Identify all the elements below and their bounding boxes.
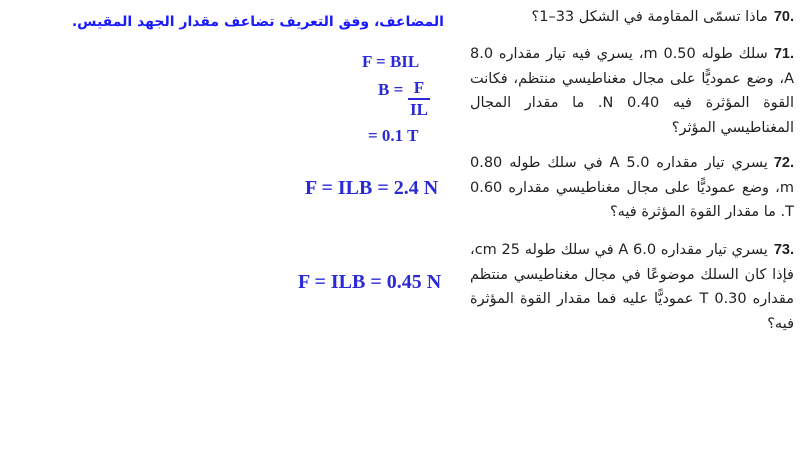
answer-71-result: = 0.1 T <box>368 126 419 145</box>
question-number: 71. <box>773 46 794 62</box>
question-number: 73. <box>773 242 794 258</box>
question-text: ماذا تسمّى المقاومة في الشكل 33–1؟ <box>531 9 768 25</box>
question-text: سلك طوله 0.50 m، يسري فيه تيار مقداره 8.0 A، وضع عموديًّا على مجال مغناطيسي منتظم، فكانت القوة المؤثرة فيه 0.40 N. ما مقدار المجال المغناطيسي المؤثر؟ <box>470 46 795 136</box>
answer-71-formula: F = BIL <box>362 52 420 71</box>
fraction-denominator: IL <box>410 100 428 119</box>
fraction-numerator: F <box>408 78 430 100</box>
answer-72: F = ILB = 2.4 N <box>305 177 439 199</box>
question-73 <box>470 238 794 336</box>
question-number: 72. <box>773 155 794 171</box>
question-text: يسري تيار مقداره 6.0 A في سلك طوله 25 cm، فإذا كان السلك موضوعًا في مجال مغناطيسي منتظم مقداره 0.30 T عموديًّا عليه فما مقدار القوة المؤثرة فيه؟ <box>470 242 795 332</box>
question-text: يسري تيار مقداره 5.0 A في سلك طوله 0.80 m، وضع عموديًّا على مجال مغناطيسي مقداره 0.60 T. ما مقدار القوة المؤثرة فيه؟ <box>470 155 794 220</box>
answer-73: F = ILB = 0.45 N <box>298 271 442 293</box>
answer-70: المضاعف، وفق التعريف تضاعف مقدار الجهد المقيس. <box>71 14 444 30</box>
answer-71-fraction <box>408 78 430 120</box>
questions-column <box>470 0 800 450</box>
question-70 <box>470 5 794 30</box>
question-72 <box>470 151 794 225</box>
question-71 <box>470 42 794 140</box>
answer-71-b-equals: B = <box>378 80 404 99</box>
question-number: 70. <box>773 9 794 25</box>
